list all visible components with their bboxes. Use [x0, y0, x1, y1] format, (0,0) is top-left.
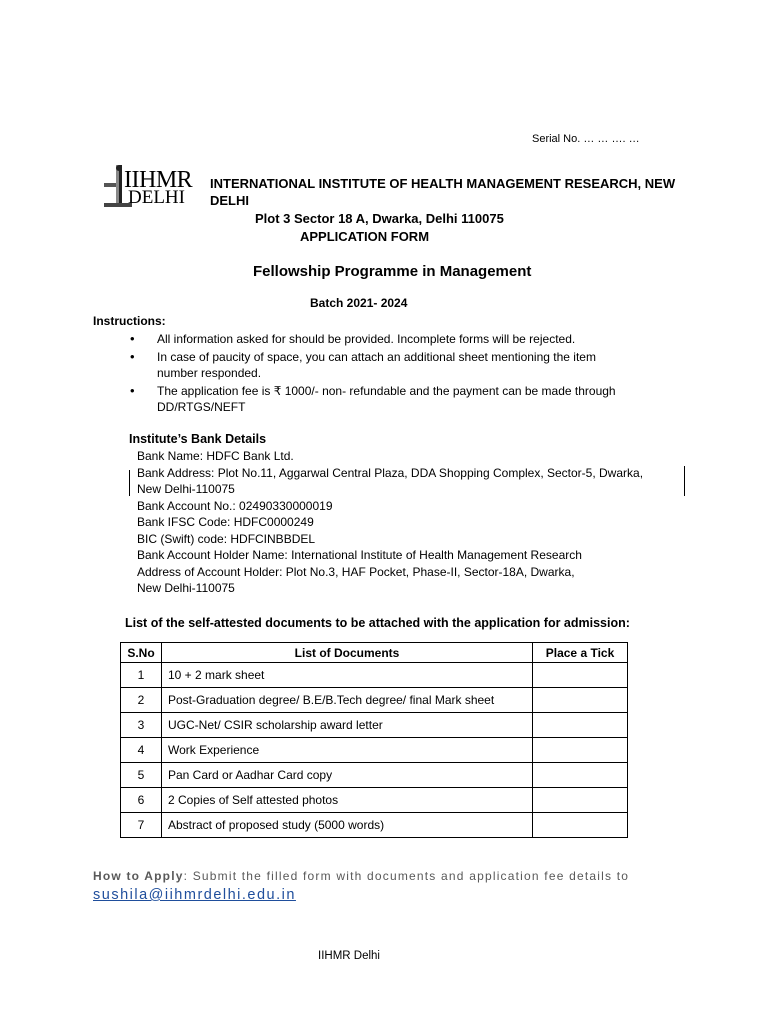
tick-cell[interactable] [533, 738, 628, 763]
row-document: 10 + 2 mark sheet [162, 663, 533, 688]
table-row [121, 713, 628, 738]
table-row [121, 788, 628, 813]
account-holder-city: New Delhi-110075 [137, 581, 235, 595]
instructions-heading: Instructions: [93, 314, 166, 328]
row-sno: 7 [121, 813, 162, 838]
iihmr-logo [102, 163, 204, 211]
row-document: UGC-Net/ CSIR scholarship award letter [162, 713, 533, 738]
how-to-apply-label: How to Apply [93, 869, 184, 883]
list-item: • All information asked for should be provided. Incomplete forms will be rejected. [130, 331, 670, 348]
row-document: 2 Copies of Self attested photos [162, 788, 533, 813]
tick-cell[interactable] [533, 813, 628, 838]
programme-title: Fellowship Programme in Management [253, 263, 532, 280]
column-header-sno: S.No [121, 643, 162, 663]
row-sno: 3 [121, 713, 162, 738]
table-row [121, 688, 628, 713]
row-document: Post-Graduation degree/ B.E/B.Tech degree/ final Mark sheet [162, 688, 533, 713]
account-holder-address: Address of Account Holder: Plot No.3, HAF Pocket, Phase-II, Sector-18A, Dwarka, [137, 564, 575, 579]
contact-email-link[interactable]: sushila@iihmrdelhi.edu.in [93, 887, 296, 903]
institute-name-line2: DELHI [210, 193, 249, 208]
bank-address-left-bar [129, 470, 130, 496]
application-form-title: APPLICATION FORM [300, 229, 430, 244]
list-item: • In case of paucity of space, you can attach an additional sheet mentioning the item number responded. [130, 349, 635, 382]
serial-number: Serial No. … … …. … [532, 133, 640, 145]
documents-table [120, 642, 628, 838]
bank-address-city: New Delhi-110075 [137, 482, 235, 496]
bank-name: Bank Name: HDFC Bank Ltd. [137, 449, 294, 463]
row-document: Pan Card or Aadhar Card copy [162, 763, 533, 788]
tick-cell[interactable] [533, 763, 628, 788]
table-row [121, 763, 628, 788]
tick-cell[interactable] [533, 663, 628, 688]
footer-text: IIHMR Delhi [318, 950, 380, 962]
row-sno: 2 [121, 688, 162, 713]
tick-cell[interactable] [533, 788, 628, 813]
bank-address-right-bar [684, 466, 685, 496]
row-sno: 1 [121, 663, 162, 688]
batch-label: Batch 2021- 2024 [310, 296, 408, 310]
row-document: Abstract of proposed study (5000 words) [162, 813, 533, 838]
list-item: • The application fee is ₹ 1000/- non- refundable and the payment can be made through DD/RTGS/NEFT [130, 383, 672, 416]
how-to-apply [93, 869, 629, 883]
table-row [121, 738, 628, 763]
table-header-row [121, 643, 628, 663]
bank-swift: BIC (Swift) code: HDFCINBBDEL [137, 531, 316, 546]
bank-details [137, 448, 682, 597]
row-sno: 4 [121, 738, 162, 763]
bank-address: Bank Address: Plot No.11, Aggarwal Central Plaza, DDA Shopping Complex, Sector-5, Dwarka, [137, 465, 644, 480]
table-row [121, 813, 628, 838]
institute-address: Plot 3 Sector 18 A, Dwarka, Delhi 110075 [255, 211, 504, 226]
column-header-tick: Place a Tick [533, 643, 628, 663]
bank-ifsc: Bank IFSC Code: HDFC0000249 [137, 515, 314, 529]
account-holder-name: Bank Account Holder Name: International Institute of Health Management Research [137, 548, 582, 562]
how-to-apply-text: : Submit the filled form with documents and application fee details to [183, 869, 630, 883]
institute-name-line1: INTERNATIONAL INSTITUTE OF HEALTH MANAGEMENT RESEARCH, NEW [210, 176, 676, 191]
logo-text-delhi: DELHI [128, 187, 185, 208]
row-sno: 5 [121, 763, 162, 788]
row-sno: 6 [121, 788, 162, 813]
documents-heading: List of the self-attested documents to be attached with the application for admission: [125, 616, 630, 630]
column-header-documents: List of Documents [162, 643, 533, 663]
bank-account-no: Bank Account No.: 02490330000019 [137, 498, 333, 513]
bank-details-heading: Institute’s Bank Details [129, 432, 267, 446]
tick-cell[interactable] [533, 713, 628, 738]
tick-cell[interactable] [533, 688, 628, 713]
instructions-list [130, 331, 670, 417]
row-document: Work Experience [162, 738, 533, 763]
logo-text-iihmr: IIHMR [124, 167, 193, 193]
table-row [121, 663, 628, 688]
